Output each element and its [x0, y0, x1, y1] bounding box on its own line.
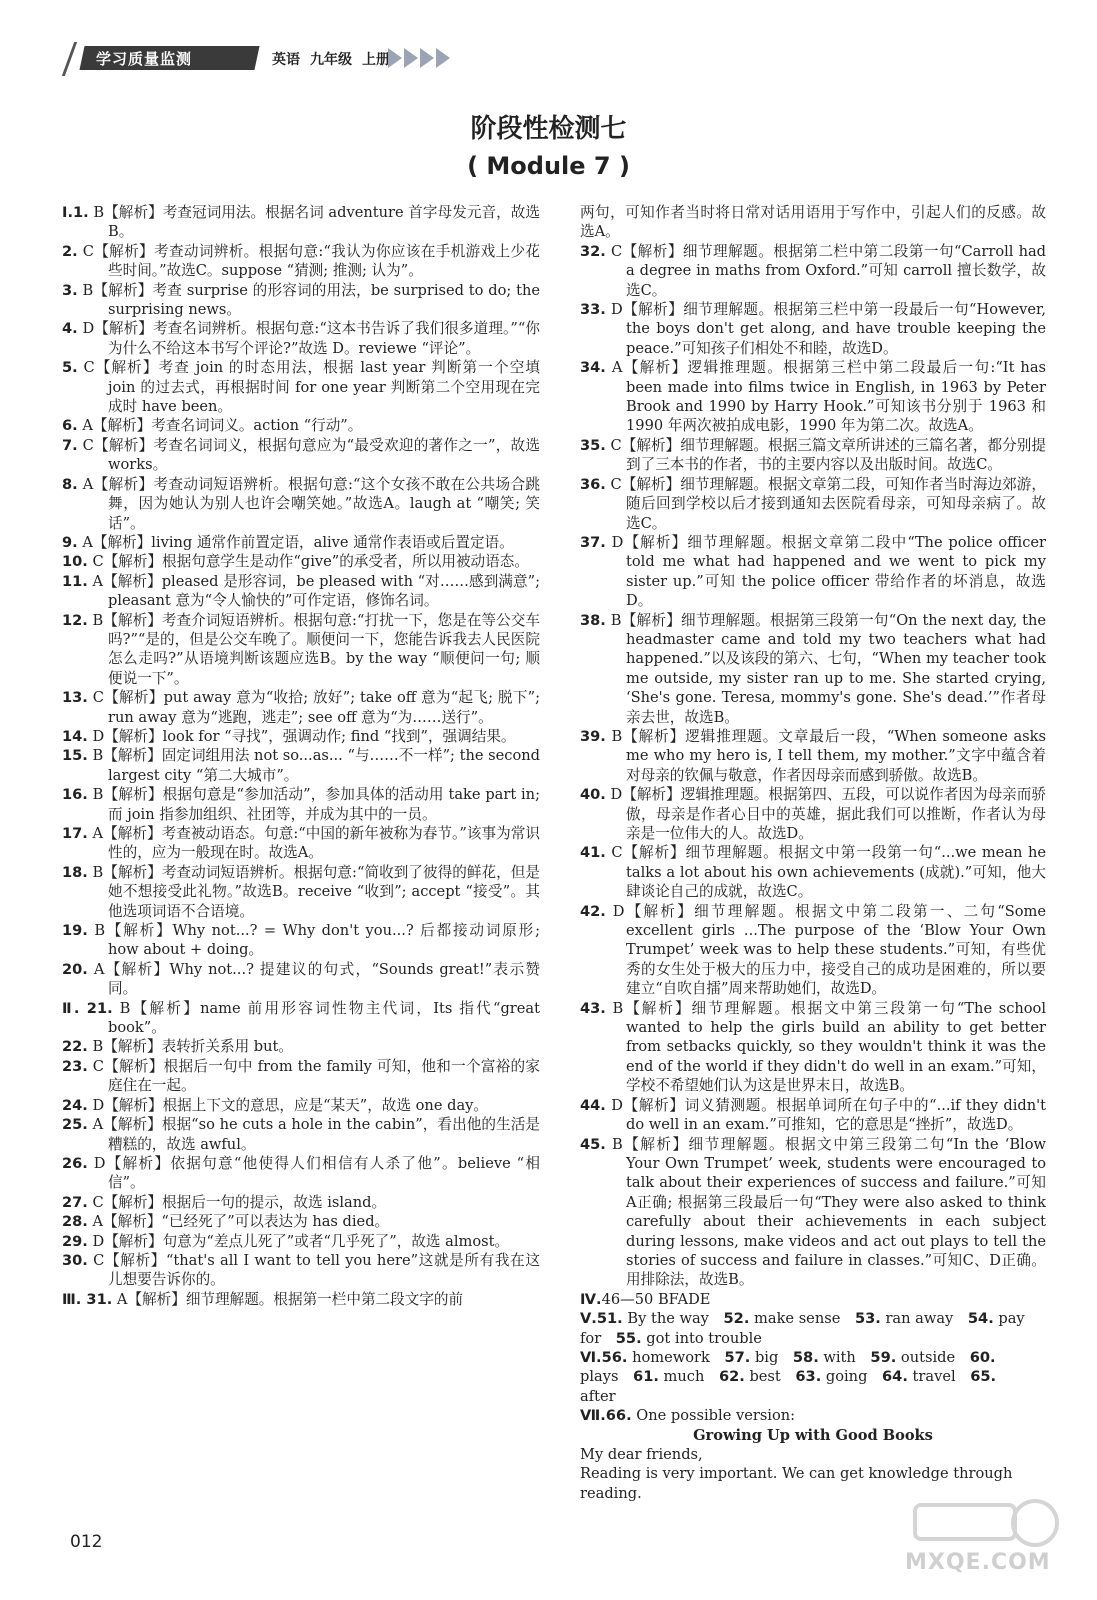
- question-number: 17.: [62, 825, 88, 842]
- running-header: [60, 40, 490, 74]
- question-number: 44.: [580, 1096, 606, 1114]
- section-6-number: 59.: [870, 1348, 897, 1366]
- question-number: 14.: [62, 727, 88, 745]
- section-7-intro-text: One possible version:: [636, 1407, 796, 1425]
- right-answer-item: [580, 999, 1046, 1096]
- section-6-answer: after: [580, 1387, 616, 1405]
- section-5-answer: By the way: [627, 1310, 709, 1328]
- answer-explanation: D【解析】考查名词辨析。根据句意:“这本书告诉了我们很多道理。”“你为什么不给这本书写个评论?”故选 D。reviewe “评论”。: [82, 320, 541, 357]
- watermark-logo: [905, 1495, 1065, 1575]
- right-answer-item: [580, 611, 1046, 727]
- section-7-intro: [580, 1406, 1046, 1425]
- section-4-answers: [580, 1290, 1046, 1309]
- left-answer-item: [62, 1096, 540, 1115]
- answer-explanation: C【解析】put away 意为“收拾; 放好”; take off 意为“起飞; 脱下”; run away 意为“逃跑，逃走”; see off 意为“为……送行”。: [92, 689, 541, 726]
- question-number: 2.: [62, 242, 78, 260]
- answer-explanation: C【解析】根据后一句中 from the family 可知，他和一个富裕的家庭住在一起。: [92, 1057, 540, 1095]
- answer-explanation: C【解析】考查动词辨析。根据句意:“我认为你应该在手机游戏上少花些时间。”故选C。suppose “猜测; 推测; 认为”。: [82, 242, 541, 280]
- left-answer-item: [62, 1154, 540, 1193]
- left-answer-item: [62, 1232, 540, 1251]
- header-slash-decoration: [62, 42, 77, 76]
- chevron-right-icon: [388, 48, 402, 68]
- left-answer-item: [62, 746, 540, 785]
- question-number: 7.: [62, 436, 78, 454]
- question-number: 9.: [62, 533, 78, 551]
- left-answer-item: [62, 242, 540, 281]
- question-number: 19.: [62, 922, 88, 940]
- section-6-answer: travel: [912, 1368, 956, 1386]
- answer-explanation: A【解析】考查动词短语辨析。根据句意:“这个女孩不敢在公共场合跳舞，因为她认为别人也许会嘲笑她。”故选A。laugh at “嘲笑; 笑话”。: [82, 475, 541, 532]
- question-number: 45.: [580, 1135, 606, 1153]
- left-answer-item: [62, 416, 540, 435]
- section-6-number: Ⅵ.56.: [580, 1348, 628, 1366]
- question-number: 36.: [580, 475, 606, 493]
- question-number: 13.: [62, 689, 88, 707]
- left-answer-item: [62, 552, 540, 571]
- section-6-answer: big: [754, 1348, 779, 1366]
- left-answer-item: [62, 1037, 540, 1056]
- continuation-text: 两句，可知作者当时将日常对话用语用于写作中，引起人们的反感。故选A。: [580, 204, 1046, 241]
- section-6-answer: homework: [632, 1348, 710, 1366]
- question-number: 33.: [580, 301, 606, 319]
- left-answer-item: [62, 824, 540, 863]
- right-answer-item: [580, 242, 1046, 300]
- section-4-text: 46—50 BFADE: [601, 1290, 711, 1308]
- question-number: Ⅰ.1.: [62, 204, 89, 221]
- answer-explanation: D【解析】细节理解题。根据第三栏中第一段最后一句“However, the boys don't get along, and have trouble keeping the peace.”可知孩子们相处不和睦，故选D。: [610, 301, 1047, 357]
- question-number: 15.: [62, 747, 88, 765]
- question-number: Ⅲ. 31.: [62, 1290, 113, 1308]
- answer-explanation: A【解析】考查被动语态。句意:“中国的新年被称为春节。”该事为常识性的，应为一般现在时。故选A。: [92, 825, 540, 862]
- question-number: 18.: [62, 863, 88, 881]
- answer-explanation: C【解析】“that's all I want to tell you here”这就是所有我在这儿想要告诉你的。: [93, 1251, 540, 1289]
- question-number: 38.: [580, 611, 606, 629]
- question-number: 43.: [580, 999, 606, 1017]
- section-5-number: Ⅴ.51.: [580, 1310, 623, 1328]
- section-6-number: 60.: [969, 1348, 996, 1366]
- answer-explanation: C【解析】根据后一句的提示，故选 island。: [92, 1193, 387, 1211]
- question-number: 39.: [580, 727, 606, 745]
- question-number: 42.: [580, 902, 606, 920]
- section-7-label: Ⅶ.66.: [580, 1407, 632, 1425]
- right-answer-item: [580, 475, 1046, 533]
- section-5-answers: [580, 1309, 1046, 1348]
- question-number: 10.: [62, 553, 88, 571]
- answer-explanation: A【解析】逻辑推理题。根据第三栏中第二段最后一句:“It has been made into films twice in English, in 1963 by Peter Brook and 1990 by Harry Hook.”可知该书分别于 1963 和 1990 年两次被拍成电影，1990 年为第二次。故选A。: [611, 359, 1047, 435]
- left-answer-item: [62, 1057, 540, 1096]
- left-column: [62, 203, 540, 1309]
- question-number: 23.: [62, 1057, 88, 1075]
- essay-title: Growing Up with Good Books: [693, 1426, 933, 1444]
- page-subtitle: ( Module 7 ): [467, 152, 630, 180]
- question-number: 24.: [62, 1096, 88, 1114]
- left-answer-item: [62, 863, 540, 921]
- left-answer-item: [62, 999, 540, 1038]
- question-number: 16.: [62, 786, 88, 804]
- watermark-emblem-icon: [905, 1495, 1065, 1550]
- question-number: 6.: [62, 417, 78, 435]
- right-entries: [580, 242, 1046, 1290]
- answer-explanation: B【解析】固定词组用法 not so...as... “与……不一样”; the second largest city “第二大城市”。: [92, 747, 541, 784]
- right-answer-item: [580, 843, 1046, 901]
- question-number: 25.: [62, 1116, 88, 1134]
- right-answer-item: [580, 300, 1046, 358]
- left-answer-item: [62, 785, 540, 824]
- section-4-label: Ⅳ.: [580, 1290, 602, 1308]
- answer-explanation: B【解析】表转折关系用 but。: [92, 1038, 294, 1056]
- section-5-answer: ran away: [885, 1310, 954, 1328]
- left-answer-item: [62, 1115, 540, 1154]
- left-answer-item: [62, 436, 540, 475]
- header-subject-line: [272, 49, 400, 69]
- question-number: 20.: [62, 960, 88, 978]
- section-6-answer: going: [825, 1368, 868, 1386]
- question-number: 32.: [580, 242, 606, 260]
- answer-explanation: A【解析】living 通常作前置定语，alive 通常作表语或后置定语。: [82, 533, 514, 551]
- section-5-answer: make sense: [754, 1310, 841, 1328]
- question-number: 40.: [580, 786, 606, 804]
- answer-explanation: A【解析】考查名词词义。action “行动”。: [82, 417, 363, 435]
- right-answer-item: [580, 358, 1046, 436]
- section-5-number: 52.: [723, 1310, 750, 1328]
- question-number: 27.: [62, 1193, 88, 1211]
- question-number: 5.: [62, 359, 78, 377]
- chevron-right-icon: [420, 48, 434, 68]
- answer-explanation: A【解析】pleased 是形容词，be pleased with “对……感到满意”; pleasant 意为“令人愉快的”可作定语，修饰名词。: [92, 572, 540, 610]
- section-6-answer: with: [823, 1348, 856, 1366]
- answer-explanation: B【解析】细节理解题。根据文中第三段第一句“The school wanted to help the girls build an ability to get better from setbacks quickly, so they wouldn't think it was the end of the world if they didn't do well in an exam.”可知，学校不希望她们认为这是世界末日，故选B。: [612, 999, 1047, 1095]
- answer-explanation: B【解析】逻辑推理题。文章最后一段，“When someone asks me who my hero is, I tell them, my mother.”文字中蕴含着对母亲的钦佩与敬意，作者因母亲而感到骄傲。故选B。: [611, 727, 1047, 784]
- answer-explanation: B【解析】细节理解题。根据文中第三段第二句“In the ‘Blow Your Own Trumpet’ week, students were encouraged to talk about their experiences of success and failure.”可知A正确; 根据第三段最后一句“They were also asked to think carefully about their achievements in each subject during lessons, make videos and act out plays to tell the stories of success and failure in classes.”可知C、D正确。用排除法，故选B。: [612, 1135, 1047, 1289]
- answer-explanation: D【解析】句意为“差点儿死了”或者“几乎死了”，故选 almost。: [92, 1232, 510, 1250]
- left-answer-item: [62, 727, 540, 746]
- answer-explanation: C【解析】细节理解题。根据三篇文章所讲述的三篇名著，都分别提到了三本书的作者，书的主要内容以及出版时间。故选C。: [610, 436, 1047, 474]
- answer-explanation: D【解析】look for “寻找”，强调动作; find “找到”，强调结果。: [92, 727, 516, 745]
- left-answer-item: [62, 921, 540, 960]
- left-answer-item: [62, 572, 540, 611]
- answer-explanation: C【解析】根据句意学生是动作“give”的承受者，所以用被动语态。: [92, 553, 529, 571]
- right-answer-item: [580, 785, 1046, 843]
- page-number: 012: [70, 1532, 103, 1552]
- answer-explanation: D【解析】细节理解题。根据文章第二段中“The police officer told me what had happened and we went to pick my sister up.”可知 the police officer 带给作者的坏消息，故选D。: [611, 533, 1046, 610]
- right-answer-item: [580, 1096, 1046, 1135]
- question-number: 4.: [62, 320, 78, 338]
- section-6-number: 62.: [718, 1368, 745, 1386]
- answer-explanation: C【解析】考查 join 的时态用法，根据 last year 判断第一个空填 join 的过去式，再根据时间 for one year 判断第二个空用现在完成时 have been。: [83, 359, 540, 416]
- answer-explanation: A【解析】Why not...? 提建议的句式，“Sounds great!”表示赞同。: [93, 960, 540, 998]
- right-answer-item: [580, 902, 1046, 999]
- essay-greeting: My dear friends,: [580, 1446, 703, 1463]
- answer-explanation: C【解析】细节理解题。根据文章第二段，可知作者当时海边郊游，随后回到学校以后才接到通知去医院看母亲，可知母亲病了。故选C。: [610, 475, 1047, 532]
- answer-explanation: C【解析】考查名词词义，根据句意应为“最受欢迎的著作之一”，故选 works。: [82, 436, 541, 474]
- section-6-number: 65.: [970, 1368, 997, 1386]
- answer-explanation: D【解析】词义猜测题。根据单词所在句子中的“...if they didn't do well in an exam.”可推知，它的意思是“挫折”，故选D。: [611, 1096, 1046, 1134]
- section-5-answer: pay for: [580, 1310, 1025, 1347]
- left-answer-item: [62, 358, 540, 416]
- right-answer-item: [580, 533, 1046, 611]
- left-answer-item: [62, 1251, 540, 1290]
- question-number: 26.: [62, 1154, 88, 1172]
- answer-explanation: B【解析】考查 surprise 的形容词的用法，be surprised to do; the surprising news。: [82, 281, 540, 319]
- essay-line: Reading is very important. We can get knowledge through reading.: [580, 1465, 1013, 1502]
- watermark-text: MXQE.COM: [905, 1550, 1051, 1575]
- answer-explanation: D【解析】依据句意“他使得人们相信有人杀了他”。believe “相信”。: [93, 1154, 540, 1192]
- question-number: 28.: [62, 1213, 88, 1231]
- left-answer-item: [62, 319, 540, 358]
- left-answer-item: [62, 611, 540, 689]
- question-number: Ⅱ. 21.: [62, 999, 113, 1017]
- header-series-title: 学习质量监测: [96, 50, 193, 68]
- left-answer-item: [62, 475, 540, 533]
- question-number: 22.: [62, 1038, 88, 1056]
- answer-explanation: D【解析】逻辑推理题。根据第四、五段，可以说作者因为母亲而骄傲，母亲是作者心目中的英雄，据此我们可以推断，作者认为母亲是一位伟大的人。故选D。: [610, 786, 1046, 842]
- answer-explanation: B【解析】考查冠词用法。根据名词 adventure 首字母发元音，故选B。: [93, 204, 540, 241]
- question-number: 11.: [62, 572, 88, 590]
- question-number: 8.: [62, 475, 78, 493]
- chevron-right-icon: [436, 48, 450, 68]
- section-5-number: 54.: [967, 1310, 994, 1328]
- header-subject: 英语: [272, 52, 300, 68]
- right-column: [580, 203, 1046, 1503]
- section-6-answer: much: [663, 1368, 705, 1386]
- right-answer-item: [580, 727, 1046, 785]
- left-answer-item: [62, 1212, 540, 1231]
- answer-explanation: C【解析】细节理解题。根据文中第一段第一句“...we mean he talks a lot about his own achievements (成就).”可知，他大肆谈论自己的成就，故选C。: [611, 844, 1047, 901]
- left-answer-item: [62, 281, 540, 320]
- chevron-right-icon: [404, 48, 418, 68]
- right-answer-item: [580, 436, 1046, 475]
- answer-explanation: B【解析】name 前用形容词性物主代词，Its 指代“great book”。: [108, 999, 540, 1037]
- section-6-number: 61.: [633, 1368, 659, 1386]
- section-6-answer: best: [749, 1368, 781, 1386]
- question-number: 29.: [62, 1232, 88, 1250]
- left-answer-item: [62, 1290, 540, 1309]
- answer-explanation: B【解析】Why not...? = Why don't you...? 后都接动词原形; how about + doing。: [94, 922, 541, 959]
- header-volume: 上册: [362, 52, 390, 68]
- question-number: 35.: [580, 436, 606, 454]
- left-answer-item: [62, 533, 540, 552]
- section-6-answer: outside: [900, 1348, 956, 1366]
- answer-explanation: B【解析】考查动词短语辨析。根据句意:“简收到了彼得的鲜花，但是她不想接受此礼物。”故选B。receive “收到”; accept “接受”。其他选项词语不合语境。: [92, 863, 541, 920]
- left-answer-item: [62, 960, 540, 999]
- question-number: 30.: [62, 1251, 88, 1269]
- section-6-answers: [580, 1348, 1046, 1406]
- section-6-number: 63.: [795, 1368, 822, 1386]
- left-answer-item: [62, 1193, 540, 1212]
- section-5-number: 53.: [854, 1310, 881, 1328]
- answer-explanation: D【解析】细节理解题。根据文中第二段第一、二句“Some excellent girls ...The purpose of the ‘Blow Your Own Trumpet’ week was to help these students.”可知，有些优秀的女生处于极大的压力中，接受自己的成功是困难的，所以要建立“自吹自擂”周来帮助她们，故选D。: [612, 902, 1046, 998]
- answer-explanation: D【解析】根据上下文的意思，应是“某天”，故选 one day。: [92, 1096, 488, 1114]
- page-title: 阶段性检测七: [470, 114, 627, 144]
- header-grade: 九年级: [310, 52, 352, 68]
- section-5-answer: got into trouble: [646, 1329, 762, 1347]
- question-number: 34.: [580, 359, 606, 377]
- question-number: 3.: [62, 281, 78, 299]
- section-6-number: 58.: [792, 1348, 819, 1366]
- question-number: 41.: [580, 844, 606, 862]
- answer-explanation: B【解析】根据句意是“参加活动”，参加具体的活动用 take part in; 而 join 指参加组织、社团等，并成为其中的一员。: [92, 786, 540, 823]
- answer-explanation: B【解析】细节理解题。根据第三段第一句“On the next day, the headmaster came and told my two teachers what had happened.”以及该段的第六、七句，“When my teacher took me outside, my sister ran up to me. She started crying, ‘She's gone. Teresa, mommy's gone. She's dead.’”作者母亲去世，故选B。: [610, 611, 1047, 726]
- section-6-number: 57.: [724, 1348, 751, 1366]
- section-6-answer: plays: [580, 1368, 619, 1386]
- question-number: 12.: [62, 611, 88, 629]
- section-5-number: 55.: [615, 1329, 642, 1347]
- right-answer-item: [580, 1135, 1046, 1290]
- left-answer-item: [62, 688, 540, 727]
- answer-explanation: A【解析】细节理解题。根据第一栏中第二段文字的前: [116, 1290, 464, 1308]
- answer-explanation: A【解析】根据“so he cuts a hole in the cabin”，看出他的生活是糟糕的，故选 awful。: [92, 1116, 540, 1153]
- left-answer-item: [62, 203, 540, 242]
- answer-explanation: B【解析】考查介词短语辨析。根据句意:“打扰一下，您是在等公交车吗?”“是的，但是公交车晚了。顺便问一下，您能告诉我去人民医院怎么走吗?”从语境判断该题应选B。by the way “顺便问一句; 顺便说一下”。: [92, 611, 541, 687]
- section-6-number: 64.: [882, 1368, 908, 1386]
- question-number: 37.: [580, 533, 606, 551]
- answer-explanation: C【解析】细节理解题。根据第二栏中第二段第一句“Carroll had a degree in maths from Oxford.”可知 carroll 擅长数学，故选C。: [610, 242, 1047, 299]
- answer-explanation: A【解析】“已经死了”可以表达为 has died。: [92, 1213, 390, 1231]
